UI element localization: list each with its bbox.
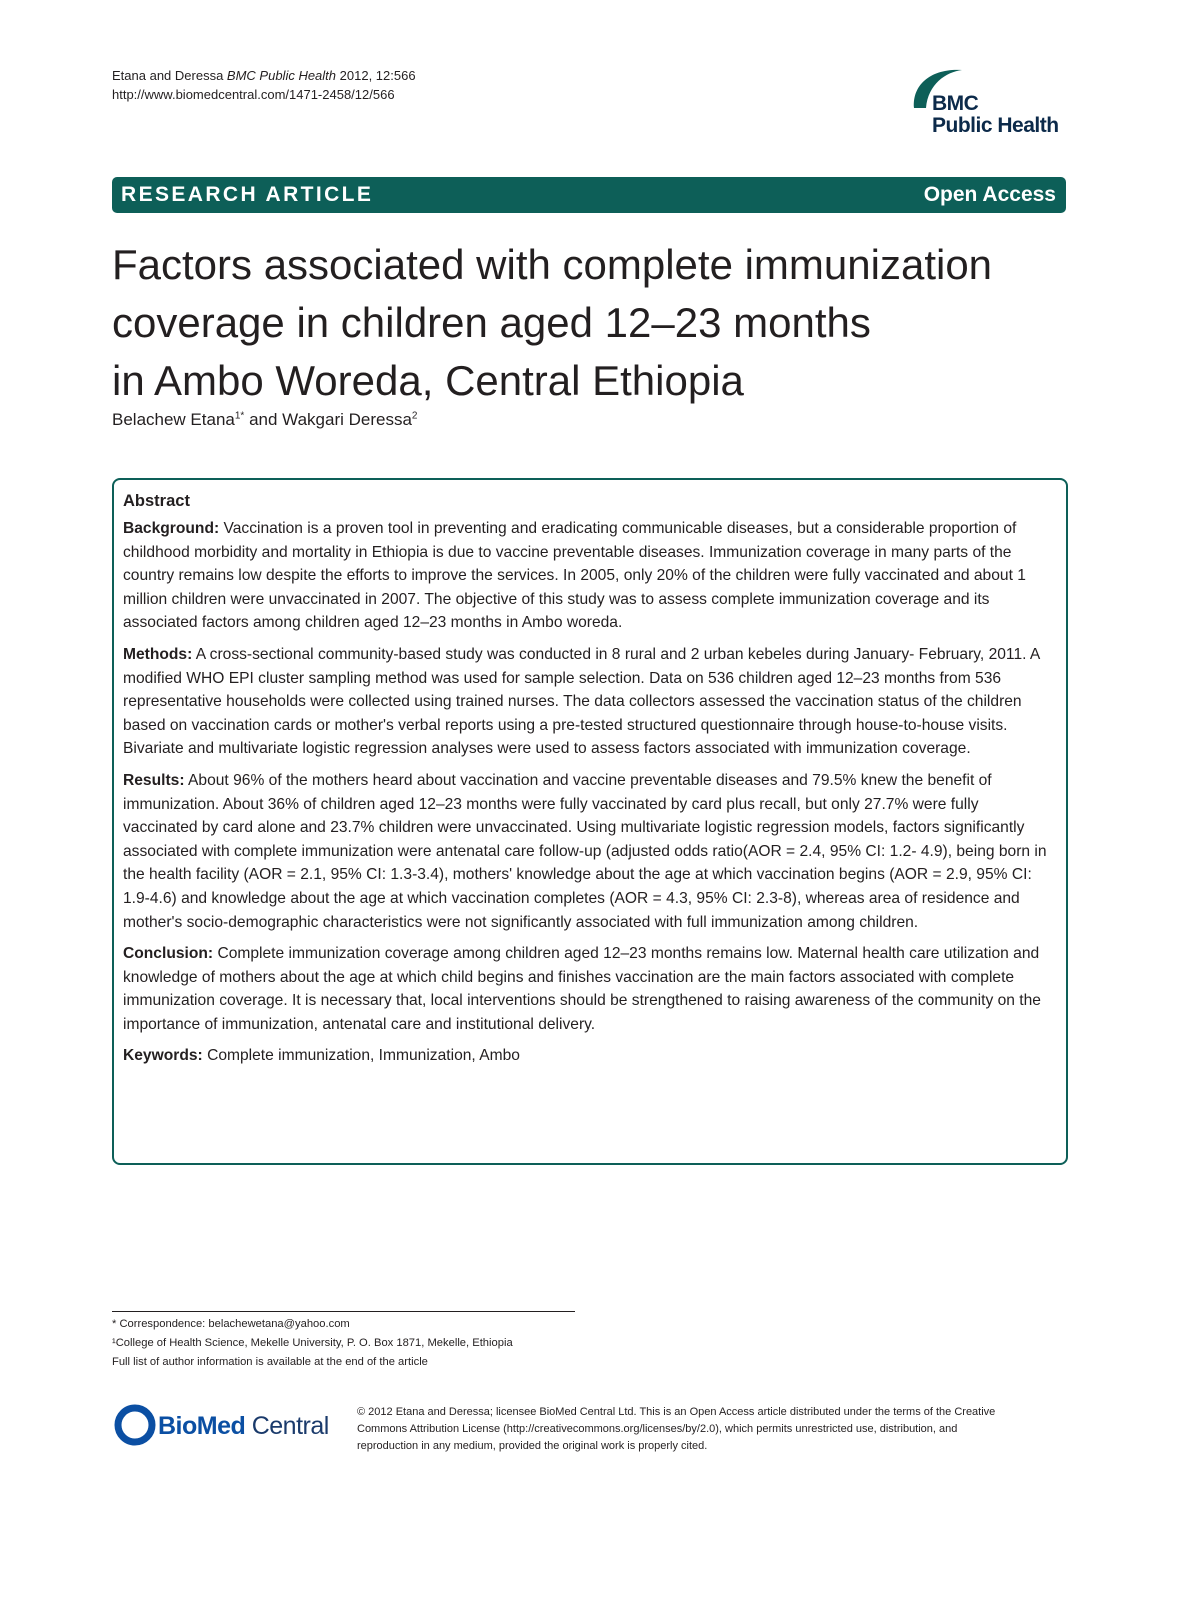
- logo-line-2: Public Health: [932, 114, 1059, 137]
- header-url[interactable]: http://www.biomedcentral.com/1471-2458/12/566: [112, 87, 395, 102]
- author-1: Belachew Etana: [112, 410, 235, 429]
- license-text: © 2012 Etana and Deressa; licensee BioMed Central Ltd. This is an Open Access article distributed under the terms of the Creative Commons Attribution License (http://creativecommons.org/licenses/by/2.0), which permits unrestricted use, distribution, and reproduction in any medium, provided the original work is properly cited.: [357, 1406, 996, 1452]
- open-access-label: Open Access: [923, 183, 1056, 206]
- article-type-bar: [112, 177, 1066, 213]
- bmc-public-health-logo: [906, 64, 1076, 144]
- biomed-ring-icon: [112, 1402, 158, 1448]
- conclusion-text: Complete immunization coverage among children aged 12–23 months remains low. Maternal health care utilization and knowledge of mothers about the age at which child begins and finishes vaccination are the main factors associated with complete immunization coverage. It is necessary that, local interventions should be strengthened to raising awareness of the community on the importance of immunization, antenatal care and institutional delivery.: [123, 945, 1041, 1033]
- background-label: Background:: [123, 520, 220, 537]
- abstract-methods: [123, 643, 1057, 761]
- title-line-2: coverage in children aged 12–23 months: [112, 299, 871, 346]
- methods-label: Methods:: [123, 645, 193, 663]
- abstract-conclusion: [123, 942, 1057, 1036]
- biomed-central: Central: [245, 1412, 329, 1440]
- full-list-note: Full list of author information is available at the end of the article: [112, 1356, 428, 1368]
- results-text: About 96% of the mothers heard about vaccination and vaccine preventable diseases and 79.5% knew the benefit of immunization. About 36% of children aged 12–23 months were fully vaccinated by card plus recall, but only 27.7% were fully vaccinated by card alone and 23.7% children were unvaccinated. Using multivariate logistic regression models, factors significantly associated with complete immunization were antenatal care follow-up (adjusted odds ratio(AOR = 2.4, 95% CI: 1.2- 4.9), being born in the health facility (AOR = 2.1, 95% CI: 1.3-3.4), mothers' knowledge about the age at which vaccination begins (AOR = 2.9, 95% CI: 1.9-4.6) and knowledge about the age at which vaccination completes (AOR = 4.3, 95% CI: 2.3-8), whereas area of residence and mother's socio-demographic characteristics were not significantly associated with full immunization among children.: [123, 771, 1047, 931]
- background-text: Vaccination is a proven tool in preventing and eradicating communicable diseases, but a considerable proportion of childhood morbidity and mortality in Ethiopia is due to vaccine preventable diseases. Immunization coverage in many parts of the country remains low despite the efforts to improve the services. In 2005, only 20% of the children were fully vaccinated and about 1 million children were unvaccinated in 2007. The objective of this study was to assess complete immunization coverage and its associated factors among children aged 12–23 months in Ambo woreda.: [123, 520, 1026, 632]
- header-authors: Etana and Deressa: [112, 68, 224, 83]
- logo-line-1: BMC: [932, 92, 979, 115]
- title-line-3: in Ambo Woreda, Central Ethiopia: [112, 357, 744, 404]
- author-2: Wakgari Deressa: [282, 410, 412, 429]
- footnote-divider: [112, 1311, 575, 1312]
- author-conjunction: and: [249, 410, 278, 429]
- correspondence-note: * Correspondence: belachewetana@yahoo.com: [112, 1318, 350, 1330]
- keywords-text: Complete immunization, Immunization, Ambo: [207, 1047, 520, 1065]
- methods-text: A cross-sectional community-based study was conducted in 8 rural and 2 urban kebeles during January- February, 2011. A modified WHO EPI cluster sampling method was used for sample selection. Data on 536 children aged 12–23 months from 536 representative households were collected using trained nurses. The data collectors assessed the vaccination status of the children based on vaccination cards or mother's verbal reports using a pre-tested structured questionnaire through house-to-house visits. Bivariate and multivariate logistic regression analyses were used to assess factors associated with immunization coverage.: [123, 645, 1040, 758]
- article-type-label: RESEARCH ARTICLE: [121, 183, 374, 206]
- title-line-1: Factors associated with complete immunization: [112, 241, 993, 288]
- abstract-box: [112, 478, 1068, 1165]
- keywords-label: Keywords:: [123, 1047, 203, 1065]
- author-list: [112, 410, 417, 430]
- biomed-bold: BioMed: [158, 1412, 246, 1440]
- citation-header: [112, 66, 416, 104]
- abstract-keywords: [123, 1044, 1057, 1068]
- header-journal: BMC Public Health: [226, 68, 337, 83]
- footnotes: [112, 1315, 582, 1372]
- biomed-central-logo: [112, 1402, 352, 1456]
- biomed-wordmark: [158, 1412, 329, 1441]
- conclusion-label: Conclusion:: [123, 945, 214, 963]
- author-2-affiliation: 2: [411, 410, 418, 422]
- header-year-volume: 2012, 12:566: [339, 68, 416, 83]
- author-1-affiliation: 1*: [234, 410, 245, 422]
- abstract-background: [123, 517, 1057, 635]
- results-label: Results:: [123, 771, 185, 789]
- abstract-heading: Abstract: [123, 492, 190, 510]
- abstract-results: [123, 769, 1057, 934]
- affiliation-note: ¹College of Health Science, Mekelle University, P. O. Box 1871, Mekelle, Ethiopia: [112, 1337, 513, 1349]
- page-title: [112, 236, 1072, 410]
